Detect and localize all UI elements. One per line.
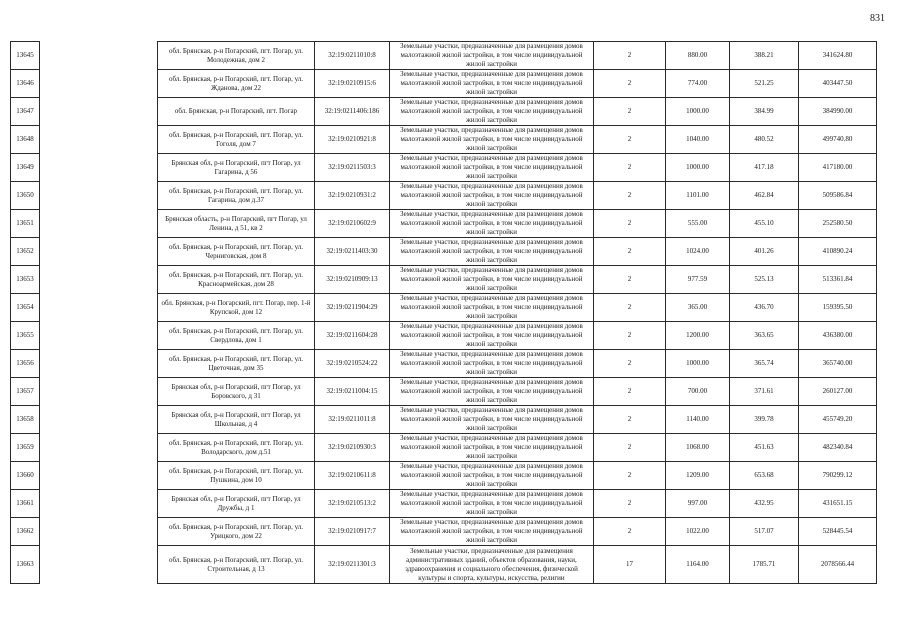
cell-gap — [40, 434, 158, 462]
cell-value: 252580.50 — [799, 210, 877, 238]
table-row — [11, 154, 877, 182]
cell-rate: 1785.71 — [730, 546, 799, 584]
cell-area: 1040.00 — [666, 126, 730, 154]
cell-group: 2 — [594, 490, 666, 518]
cell-rate: 365.74 — [730, 350, 799, 378]
cell-value: 509586.84 — [799, 182, 877, 210]
cell-purpose: Земельные участки, предназначенные для размещения домов малоэтажной жилой застройки, в том числе индивидуальной жилой застройки — [390, 126, 594, 154]
page-number: 831 — [870, 13, 885, 24]
cell-cadastral-number: 32:19:0210602:9 — [315, 210, 390, 238]
cell-area: 1200.00 — [666, 322, 730, 350]
table-row — [11, 378, 877, 406]
cell-group: 2 — [594, 126, 666, 154]
cell-id: 13647 — [11, 98, 40, 126]
cell-purpose: Земельные участки, предназначенные для размещения домов малоэтажной жилой застройки, в том числе индивидуальной жилой застройки — [390, 518, 594, 546]
cell-id: 13645 — [11, 42, 40, 70]
cell-purpose: Земельные участки, предназначенные для размещения домов малоэтажной жилой застройки, в том числе индивидуальной жилой застройки — [390, 490, 594, 518]
cell-rate: 480.52 — [730, 126, 799, 154]
cell-rate: 455.10 — [730, 210, 799, 238]
cell-cadastral-number: 32:19:0210909:13 — [315, 266, 390, 294]
cell-value: 410890.24 — [799, 238, 877, 266]
cell-area: 1209.00 — [666, 462, 730, 490]
cell-purpose: Земельные участки, предназначенные для размещения домов малоэтажной жилой застройки, в том числе индивидуальной жилой застройки — [390, 70, 594, 98]
cell-gap — [40, 350, 158, 378]
cell-cadastral-number: 32:19:0211301:3 — [315, 546, 390, 584]
cell-cadastral-number: 32:19:0210611:8 — [315, 462, 390, 490]
cell-id: 13663 — [11, 546, 40, 584]
cell-cadastral-number: 32:19:0211406:186 — [315, 98, 390, 126]
cell-cadastral-number: 32:19:0211011:8 — [315, 406, 390, 434]
cell-id: 13651 — [11, 210, 40, 238]
cell-area: 880.00 — [666, 42, 730, 70]
cell-purpose: Земельные участки, предназначенные для размещения домов малоэтажной жилой застройки, в том числе индивидуальной жилой застройки — [390, 406, 594, 434]
cell-value: 455749.20 — [799, 406, 877, 434]
cell-rate: 417.18 — [730, 154, 799, 182]
cell-rate: 451.63 — [730, 434, 799, 462]
cell-group: 2 — [594, 406, 666, 434]
cell-gap — [40, 42, 158, 70]
cell-rate: 517.07 — [730, 518, 799, 546]
cell-gap — [40, 490, 158, 518]
cell-gap — [40, 406, 158, 434]
cell-value: 2078566.44 — [799, 546, 877, 584]
table-row — [11, 350, 877, 378]
cell-purpose: Земельные участки, предназначенные для размещения домов малоэтажной жилой застройки, в том числе индивидуальной жилой застройки — [390, 210, 594, 238]
cell-gap — [40, 126, 158, 154]
cell-address: обл. Брянская, р-н Погарский, пгт. Погар, ул. Жданова, дом 22 — [158, 70, 315, 98]
cell-cadastral-number: 32:19:0210930:3 — [315, 434, 390, 462]
table-row — [11, 238, 877, 266]
cell-purpose: Земельные участки, предназначенные для размещения домов малоэтажной жилой застройки, в том числе индивидуальной жилой застройки — [390, 266, 594, 294]
cell-rate: 384.99 — [730, 98, 799, 126]
cell-id: 13657 — [11, 378, 40, 406]
cell-value: 790299.12 — [799, 462, 877, 490]
cell-id: 13649 — [11, 154, 40, 182]
table-row — [11, 126, 877, 154]
cell-rate: 371.61 — [730, 378, 799, 406]
cell-group: 17 — [594, 546, 666, 584]
cell-value: 159395.50 — [799, 294, 877, 322]
cell-area: 555.00 — [666, 210, 730, 238]
cell-rate: 525.13 — [730, 266, 799, 294]
cell-gap — [40, 98, 158, 126]
cell-group: 2 — [594, 378, 666, 406]
cell-cadastral-number: 32:19:0210513:2 — [315, 490, 390, 518]
cell-id: 13653 — [11, 266, 40, 294]
cell-address: обл. Брянская, р-н Погарский, пгт. Погар, ул. Свердлова, дом 1 — [158, 322, 315, 350]
cell-cadastral-number: 32:19:0211503:3 — [315, 154, 390, 182]
cell-group: 2 — [594, 154, 666, 182]
cell-area: 774.00 — [666, 70, 730, 98]
cell-value: 260127.00 — [799, 378, 877, 406]
cell-gap — [40, 322, 158, 350]
cell-group: 2 — [594, 266, 666, 294]
cell-purpose: Земельные участки, предназначенные для размещения домов малоэтажной жилой застройки, в том числе индивидуальной жилой застройки — [390, 378, 594, 406]
cell-area: 977.59 — [666, 266, 730, 294]
cell-cadastral-number: 32:19:0211010:8 — [315, 42, 390, 70]
cell-purpose: Земельные участки, предназначенные для размещения домов малоэтажной жилой застройки, в том числе индивидуальной жилой застройки — [390, 42, 594, 70]
table-row — [11, 182, 877, 210]
table-row — [11, 434, 877, 462]
cell-id: 13648 — [11, 126, 40, 154]
cell-rate: 399.78 — [730, 406, 799, 434]
cell-id: 13658 — [11, 406, 40, 434]
cell-purpose: Земельные участки, предназначенные для размещения домов малоэтажной жилой застройки, в том числе индивидуальной жилой застройки — [390, 434, 594, 462]
cell-address: обл. Брянская, р-н Погарский, пгт. Погар, ул. Строительная, д 13 — [158, 546, 315, 584]
cell-area: 700.00 — [666, 378, 730, 406]
cell-rate: 521.25 — [730, 70, 799, 98]
table-row — [11, 322, 877, 350]
cell-address: Брянская обл, р-н Погарский, пгт Погар, ул Боровского, д 31 — [158, 378, 315, 406]
cell-id: 13654 — [11, 294, 40, 322]
cell-cadastral-number: 32:19:0210921:8 — [315, 126, 390, 154]
cell-group: 2 — [594, 518, 666, 546]
cell-group: 2 — [594, 434, 666, 462]
table-row — [11, 98, 877, 126]
cell-id: 13650 — [11, 182, 40, 210]
cell-cadastral-number: 32:19:0210524:22 — [315, 350, 390, 378]
cell-value: 431651.15 — [799, 490, 877, 518]
cell-id: 13646 — [11, 70, 40, 98]
cell-address: обл. Брянская, р-н Погарский, пгт. Погар, ул. Гагарина, дом д.37 — [158, 182, 315, 210]
cell-rate: 432.95 — [730, 490, 799, 518]
cell-address: обл. Брянская, р-н Погарский, пгт. Погар, ул. Красноармейская, дом 28 — [158, 266, 315, 294]
cell-address: обл. Брянская, р-н Погарский, пгт. Погар, ул. Гоголя, дом 7 — [158, 126, 315, 154]
cell-area: 1164.00 — [666, 546, 730, 584]
cell-group: 2 — [594, 462, 666, 490]
cell-group: 2 — [594, 322, 666, 350]
cell-gap — [40, 378, 158, 406]
cell-value: 499740.80 — [799, 126, 877, 154]
cell-address: обл. Брянская, р-н Погарский, пгт. Погар, ул. Володарского, дом д.51 — [158, 434, 315, 462]
cell-cadastral-number: 32:19:0210915:6 — [315, 70, 390, 98]
cell-id: 13660 — [11, 462, 40, 490]
cell-gap — [40, 518, 158, 546]
table-row — [11, 294, 877, 322]
table-row — [11, 42, 877, 70]
cell-value: 482340.84 — [799, 434, 877, 462]
cell-area: 1000.00 — [666, 350, 730, 378]
cell-rate: 388.21 — [730, 42, 799, 70]
cell-cadastral-number: 32:19:0210917:7 — [315, 518, 390, 546]
cell-purpose: Земельные участки, предназначенные для размещения домов малоэтажной жилой застройки, в том числе индивидуальной жилой застройки — [390, 154, 594, 182]
cell-address: обл. Брянская, р-н Погарский, пгт. Погар, ул. Молодежная, дом 2 — [158, 42, 315, 70]
cell-group: 2 — [594, 70, 666, 98]
cell-id: 13661 — [11, 490, 40, 518]
cell-gap — [40, 210, 158, 238]
cell-address: обл. Брянская, р-н Погарский, пгт. Погар, ул. Цветочная, дом 35 — [158, 350, 315, 378]
cell-address: обл. Брянская, р-н Погарский, пгт. Погар, ул. Урицкого, дом 22 — [158, 518, 315, 546]
table-row — [11, 406, 877, 434]
cell-cadastral-number: 32:19:0211403:30 — [315, 238, 390, 266]
cell-group: 2 — [594, 350, 666, 378]
cell-purpose: Земельные участки, предназначенные для размещения домов малоэтажной жилой застройки, в том числе индивидуальной жилой застройки — [390, 350, 594, 378]
cell-id: 13662 — [11, 518, 40, 546]
cell-address: Брянская область, р-н Погарский, пгт Погар, ул Ленина, д 51, кв 2 — [158, 210, 315, 238]
cell-rate: 462.84 — [730, 182, 799, 210]
cell-value: 403447.50 — [799, 70, 877, 98]
table-row — [11, 518, 877, 546]
cell-value: 417180.00 — [799, 154, 877, 182]
cell-group: 2 — [594, 210, 666, 238]
cell-purpose: Земельные участки, предназначенные для размещения домов малоэтажной жилой застройки, в том числе индивидуальной жилой застройки — [390, 462, 594, 490]
cell-cadastral-number: 32:19:0211004:15 — [315, 378, 390, 406]
cell-id: 13655 — [11, 322, 40, 350]
cell-address: обл. Брянская, р-н Погарский, пгт. Погар — [158, 98, 315, 126]
cell-gap — [40, 294, 158, 322]
cell-area: 1101.00 — [666, 182, 730, 210]
cell-gap — [40, 154, 158, 182]
cell-value: 341624.80 — [799, 42, 877, 70]
cell-address: Брянская обл, р-н Погарский, пгт Погар, ул Гагарина, д 56 — [158, 154, 315, 182]
table-row — [11, 546, 877, 584]
cell-area: 365.00 — [666, 294, 730, 322]
cell-area: 997.00 — [666, 490, 730, 518]
cell-gap — [40, 70, 158, 98]
cell-area: 1068.00 — [666, 434, 730, 462]
cell-gap — [40, 546, 158, 584]
table-row — [11, 70, 877, 98]
cell-gap — [40, 462, 158, 490]
cell-value: 365740.00 — [799, 350, 877, 378]
cell-rate: 436.70 — [730, 294, 799, 322]
cell-gap — [40, 266, 158, 294]
cell-gap — [40, 182, 158, 210]
cell-id: 13659 — [11, 434, 40, 462]
cell-purpose: Земельные участки, предназначенные для размещения домов малоэтажной жилой застройки, в том числе индивидуальной жилой застройки — [390, 322, 594, 350]
cell-purpose: Земельные участки, предназначенные для размещения домов малоэтажной жилой застройки, в том числе индивидуальной жилой застройки — [390, 294, 594, 322]
cell-area: 1000.00 — [666, 154, 730, 182]
cell-area: 1140.00 — [666, 406, 730, 434]
table-row — [11, 490, 877, 518]
cell-group: 2 — [594, 42, 666, 70]
cell-group: 2 — [594, 294, 666, 322]
registry-body — [11, 42, 877, 584]
cell-purpose: Земельные участки, предназначенные для размещения домов малоэтажной жилой застройки, в том числе индивидуальной жилой застройки — [390, 98, 594, 126]
cell-cadastral-number: 32:19:0211904:29 — [315, 294, 390, 322]
cell-area: 1000.00 — [666, 98, 730, 126]
cell-value: 384990.00 — [799, 98, 877, 126]
cell-rate: 363.65 — [730, 322, 799, 350]
cell-group: 2 — [594, 182, 666, 210]
cell-value: 513361.84 — [799, 266, 877, 294]
table-row — [11, 462, 877, 490]
cell-purpose: Земельные участки, предназначенные для размещения домов малоэтажной жилой застройки, в том числе индивидуальной жилой застройки — [390, 238, 594, 266]
cell-cadastral-number: 32:19:0211604:28 — [315, 322, 390, 350]
cell-area: 1024.00 — [666, 238, 730, 266]
cell-address: Брянская обл, р-н Погарский, пгт Погар, ул Дружбы, д 1 — [158, 490, 315, 518]
cell-id: 13652 — [11, 238, 40, 266]
table-row — [11, 266, 877, 294]
cell-purpose: Земельные участки, предназначенные для размещения административных зданий, объектов образования, науки, здравоохранения и социального обеспечения, физической культуры и спорта, культуры, искусства, религии — [390, 546, 594, 584]
cell-rate: 401.26 — [730, 238, 799, 266]
cell-value: 528445.54 — [799, 518, 877, 546]
registry-table — [10, 41, 877, 584]
table-row — [11, 210, 877, 238]
cell-address: обл. Брянская, р-н Погарский, пгт. Погар, ул. Пушкина, дом 10 — [158, 462, 315, 490]
cell-address: обл. Брянская, р-н Погарский, пгт. Погар, пер. 1-й Крупской, дом 12 — [158, 294, 315, 322]
cell-address: обл. Брянская, р-н Погарский, пгт. Погар, ул. Черниговская, дом 8 — [158, 238, 315, 266]
cell-value: 436380.00 — [799, 322, 877, 350]
cell-cadastral-number: 32:19:0210931:2 — [315, 182, 390, 210]
cell-gap — [40, 238, 158, 266]
cell-purpose: Земельные участки, предназначенные для размещения домов малоэтажной жилой застройки, в том числе индивидуальной жилой застройки — [390, 182, 594, 210]
cell-address: Брянская обл, р-н Погарский, пгт Погар, ул Школьная, д 4 — [158, 406, 315, 434]
cell-rate: 653.68 — [730, 462, 799, 490]
cell-id: 13656 — [11, 350, 40, 378]
cell-area: 1022.00 — [666, 518, 730, 546]
cell-group: 2 — [594, 238, 666, 266]
cell-group: 2 — [594, 98, 666, 126]
